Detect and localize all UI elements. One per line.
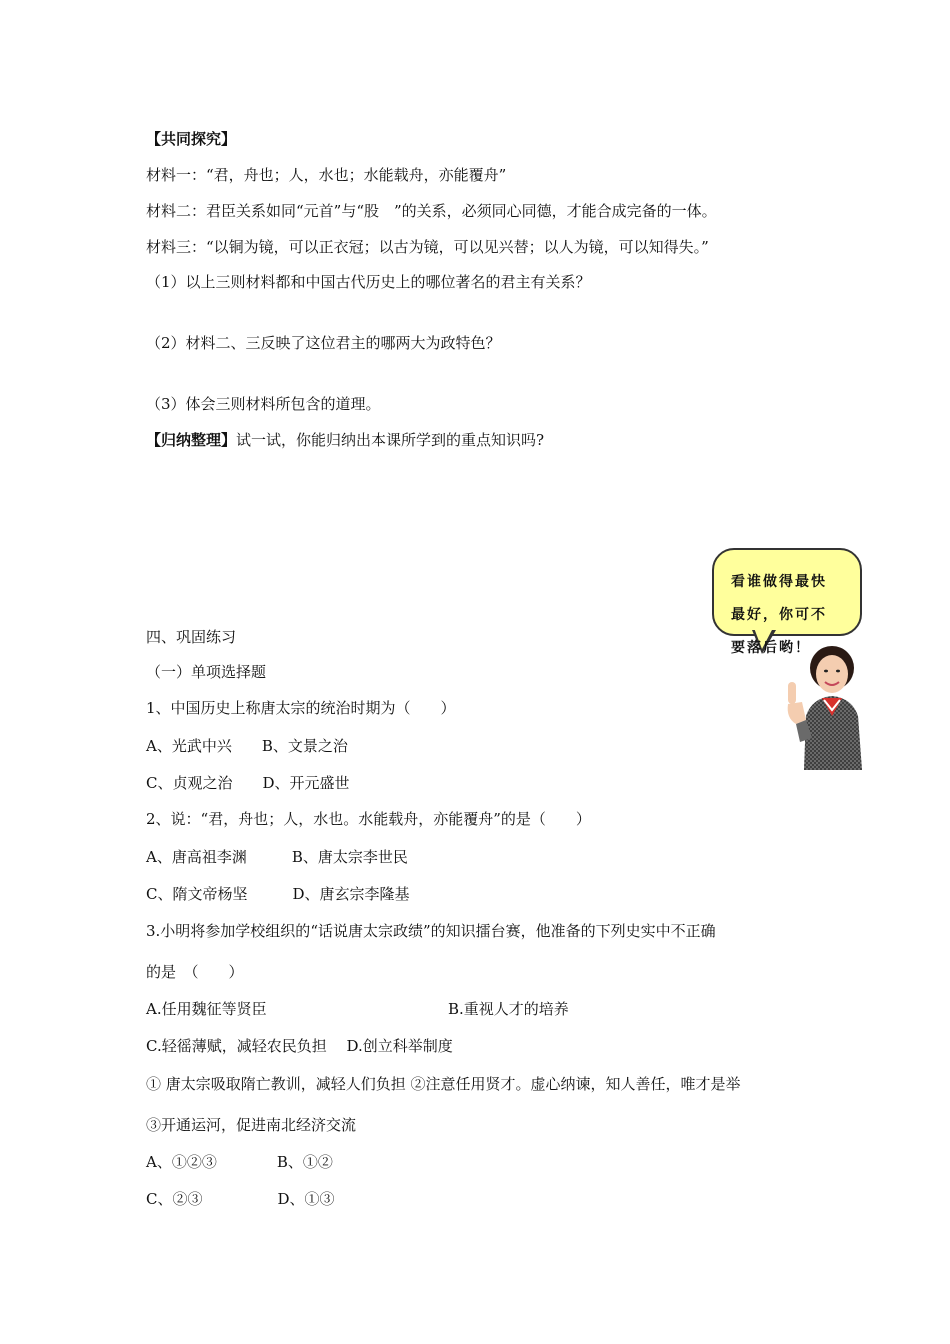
material-2: 材料二：君臣关系如同“元首”与“股 ”的关系，必须同心同德，才能合成完备的一体。	[146, 202, 717, 220]
question-3-line-1: 3.小明将参加学校组织的“话说唐太宗政绩”的知识擂台赛，他准备的下列史实中不正确	[146, 922, 716, 940]
summary-heading: 【归纳整理】	[146, 431, 237, 449]
bubble-line-2: 最好，你可不	[731, 607, 827, 623]
question-1-options-cd: C、贞观之治 D、开元盛世	[146, 774, 350, 792]
question-4-options-cd: C、②③ D、①③	[146, 1190, 335, 1208]
question-4-line-1: ① 唐太宗吸取隋亡教训，减轻人们负担 ②注意任用贤才。虚心纳谏，知人善任，唯才是举	[146, 1075, 741, 1093]
question-2-options-cd: C、隋文帝杨坚 D、唐玄宗李隆基	[146, 885, 410, 903]
explore-question-1: （1）以上三则材料都和中国古代历史上的哪位著名的君主有关系？	[146, 273, 591, 291]
summary-text: 试一试，你能归纳出本课所学到的重点知识吗?	[236, 431, 545, 449]
question-3-option-b: B.重视人才的培养	[448, 1000, 569, 1018]
question-4-options-ab: A、①②③ B、①②	[146, 1153, 333, 1171]
question-3-option-a: A.任用魏征等贤臣	[146, 1000, 267, 1018]
bubble-line-3: 要落后哟！	[731, 640, 811, 656]
question-1: 1、中国历史上称唐太宗的统治时期为（ ）	[146, 699, 456, 717]
explore-question-3: （3）体会三则材料所包含的道理。	[146, 395, 381, 413]
face-shape	[816, 655, 848, 693]
bubble-line-1: 看谁做得最快	[731, 574, 827, 590]
question-2: 2、说：“君，舟也；人，水也。水能载舟，亦能覆舟”的是（ ）	[146, 810, 591, 828]
explore-question-2: （2）材料二、三反映了这位君主的哪两大为政特色？	[146, 334, 501, 352]
material-1: 材料一：“君，舟也；人，水也；水能载舟，亦能覆舟”	[146, 166, 507, 184]
explore-heading: 【共同探究】	[146, 130, 237, 148]
practice-heading: 四、巩固练习	[146, 628, 237, 646]
question-1-options-ab: A、光武中兴 B、文景之治	[146, 737, 348, 755]
question-4-line-2: ③开通运河，促进南北经济交流	[146, 1116, 357, 1134]
question-2-options-ab: A、唐高祖李渊 B、唐太宗李世民	[146, 848, 408, 866]
body-shape	[804, 696, 862, 770]
question-3-line-2: 的是 （ ）	[146, 963, 244, 981]
material-3: 材料三：“以铜为镜，可以正衣冠；以古为镜，可以见兴替；以人为镜，可以知得失。”	[146, 238, 709, 256]
presenter-woman-image	[782, 646, 876, 770]
question-3-options-cd: C.轻徭薄赋，减轻农民负担 D.创立科举制度	[146, 1037, 453, 1055]
summary-line	[146, 430, 544, 450]
practice-subheading: （一）单项选择题	[146, 663, 267, 681]
